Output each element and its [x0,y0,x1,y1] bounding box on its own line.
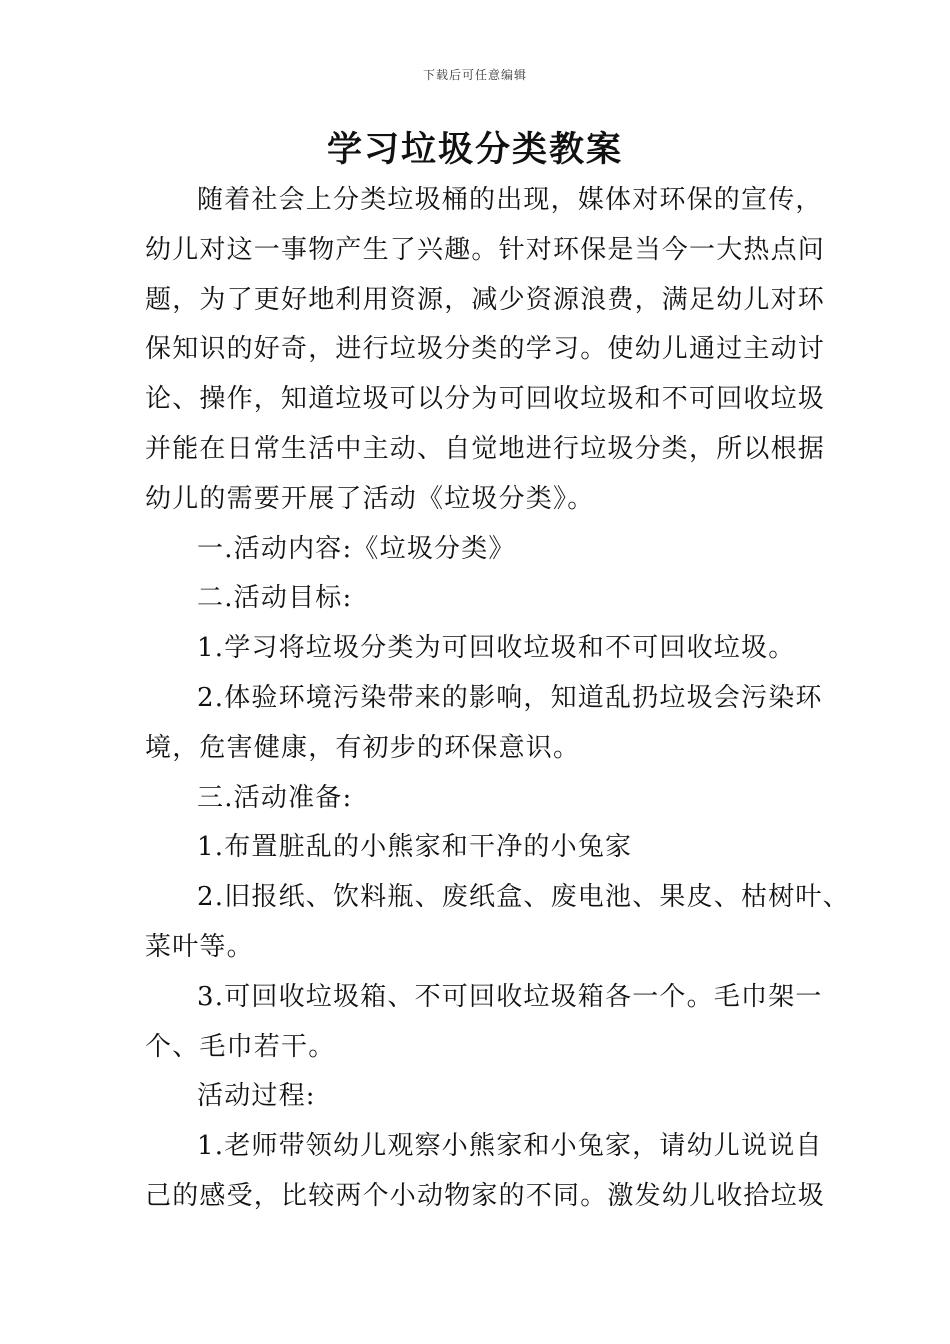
list-item-continuation: 菜叶等。 [145,931,254,962]
list-item: 2.体验环境污染带来的影响，知道乱扔垃圾会污染环 [197,682,823,713]
section-heading: 活动过程: [197,1081,316,1112]
list-item: 3.可回收垃圾箱、不可回收垃圾箱各一个。毛巾架一 [197,981,823,1012]
section-heading: 三.活动准备: [197,782,353,813]
header-note: 下载后可任意编辑 [422,68,527,82]
paragraph-line: 论、操作，知道垃圾可以分为可回收垃圾和不可回收垃圾 [145,384,826,415]
list-item: 1.学习将垃圾分类为可回收垃圾和不可回收垃圾。 [197,633,796,664]
list-item-continuation: 个、毛巾若干。 [145,1031,336,1062]
document-body [145,176,850,1222]
paragraph-line: 保知识的好奇，进行垃圾分类的学习。使幼儿通过主动讨 [145,334,826,365]
section-heading: 二.活动目标: [197,583,353,614]
document-title: 学习垃圾分类教案 [326,130,623,170]
list-item: 1.布置脏乱的小熊家和干净的小兔家 [197,832,633,863]
paragraph-line: 随着社会上分类垃圾桶的出现，媒体对环保的宣传， [197,185,823,215]
paragraph-line: 幼儿的需要开展了活动《垃圾分类》。 [145,483,595,514]
list-item: 1.老师带领幼儿观察小熊家和小兔家，请幼儿说说自 [197,1131,823,1162]
paragraph-line: 题，为了更好地利用资源，减少资源浪费，满足幼儿对环 [145,284,826,315]
paragraph-line: 幼儿对这一事物产生了兴趣。针对环保是当今一大热点问 [145,234,826,265]
list-item: 2.旧报纸、饮料瓶、废纸盒、废电池、果皮、枯树叶、 [197,882,850,913]
list-item-continuation: 己的感受，比较两个小动物家的不同。激发幼儿收拾垃圾 [145,1180,826,1211]
section-heading: 一.活动内容:《垃圾分类》 [197,533,516,564]
list-item-continuation: 境，危害健康，有初步的环保意识。 [145,732,581,763]
paragraph-line: 并能在日常生活中主动、自觉地进行垃圾分类，所以根据 [145,433,826,464]
